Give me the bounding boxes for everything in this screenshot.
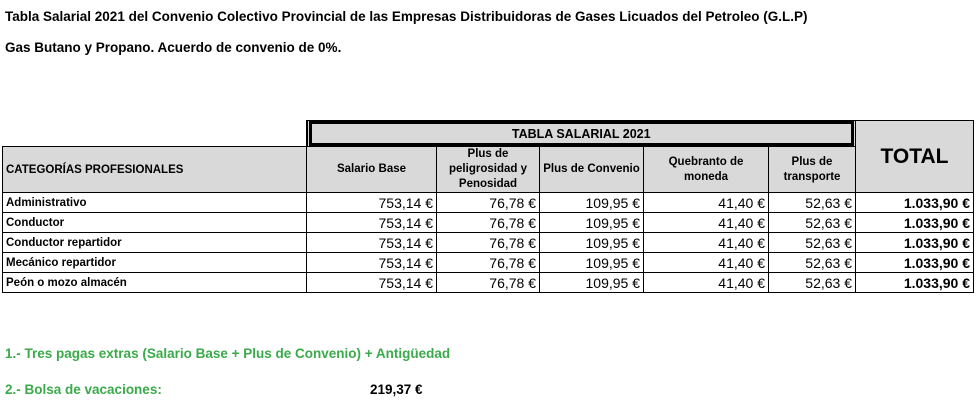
cell-currency: 41,40 € [644, 233, 769, 253]
cell-agreement: 109,95 € [540, 233, 644, 253]
column-header-base: Salario Base [307, 147, 437, 193]
cell-total: 1.033,90 € [856, 213, 974, 233]
table-row [3, 273, 974, 293]
cell-category: Conductor [3, 213, 307, 233]
cell-agreement: 109,95 € [540, 253, 644, 273]
cell-agreement: 109,95 € [540, 273, 644, 293]
page-title: Tabla Salarial 2021 del Convenio Colectivo Provincial de las Empresas Distribuidoras de Gases Licuados del Petroleo (G.L.P) [5, 9, 808, 24]
column-header-total: TOTAL [856, 121, 974, 193]
cell-category: Conductor repartidor [3, 233, 307, 253]
cell-danger: 76,78 € [437, 253, 540, 273]
cell-base: 753,14 € [307, 253, 437, 273]
cell-danger: 76,78 € [437, 233, 540, 253]
table-banner: TABLA SALARIAL 2021 [309, 121, 855, 146]
cell-danger: 76,78 € [437, 213, 540, 233]
note-vacation-label: 2.- Bolsa de vacaciones: [5, 382, 162, 397]
cell-category: Peón o mozo almacén [3, 273, 307, 293]
cell-transport: 52,63 € [769, 273, 856, 293]
salary-table [2, 120, 974, 293]
cell-total: 1.033,90 € [856, 273, 974, 293]
table-row [3, 233, 974, 253]
cell-danger: 76,78 € [437, 193, 540, 213]
page-subtitle: Gas Butano y Propano. Acuerdo de convenio de 0%. [5, 40, 342, 55]
column-header-agreement: Plus de Convenio [540, 147, 644, 193]
table-corner [3, 121, 307, 147]
cell-transport: 52,63 € [769, 213, 856, 233]
cell-currency: 41,40 € [644, 273, 769, 293]
table-row [3, 213, 974, 233]
cell-danger: 76,78 € [437, 273, 540, 293]
cell-transport: 52,63 € [769, 233, 856, 253]
cell-total: 1.033,90 € [856, 233, 974, 253]
cell-total: 1.033,90 € [856, 253, 974, 273]
cell-base: 753,14 € [307, 213, 437, 233]
cell-agreement: 109,95 € [540, 193, 644, 213]
cell-base: 753,14 € [307, 233, 437, 253]
cell-transport: 52,63 € [769, 193, 856, 213]
column-header-danger: Plus de peligrosidad y Penosidad [437, 147, 540, 193]
cell-currency: 41,40 € [644, 213, 769, 233]
cell-base: 753,14 € [307, 193, 437, 213]
cell-category: Mecánico repartidor [3, 253, 307, 273]
note-extras: 1.- Tres pagas extras (Salario Base + Plus de Convenio) + Antigüedad [5, 346, 451, 361]
cell-total: 1.033,90 € [856, 193, 974, 213]
column-header-transport: Plus de transporte [769, 147, 856, 193]
cell-currency: 41,40 € [644, 193, 769, 213]
note-vacation-value: 219,37 € [370, 382, 423, 397]
cell-category: Administrativo [3, 193, 307, 213]
cell-base: 753,14 € [307, 273, 437, 293]
cell-currency: 41,40 € [644, 253, 769, 273]
column-header-currency: Quebranto de moneda [644, 147, 769, 193]
column-header-category: CATEGORÍAS PROFESIONALES [3, 147, 307, 193]
table-row [3, 253, 974, 273]
table-row [3, 193, 974, 213]
table-banner-cell [307, 121, 856, 147]
cell-agreement: 109,95 € [540, 213, 644, 233]
cell-transport: 52,63 € [769, 253, 856, 273]
